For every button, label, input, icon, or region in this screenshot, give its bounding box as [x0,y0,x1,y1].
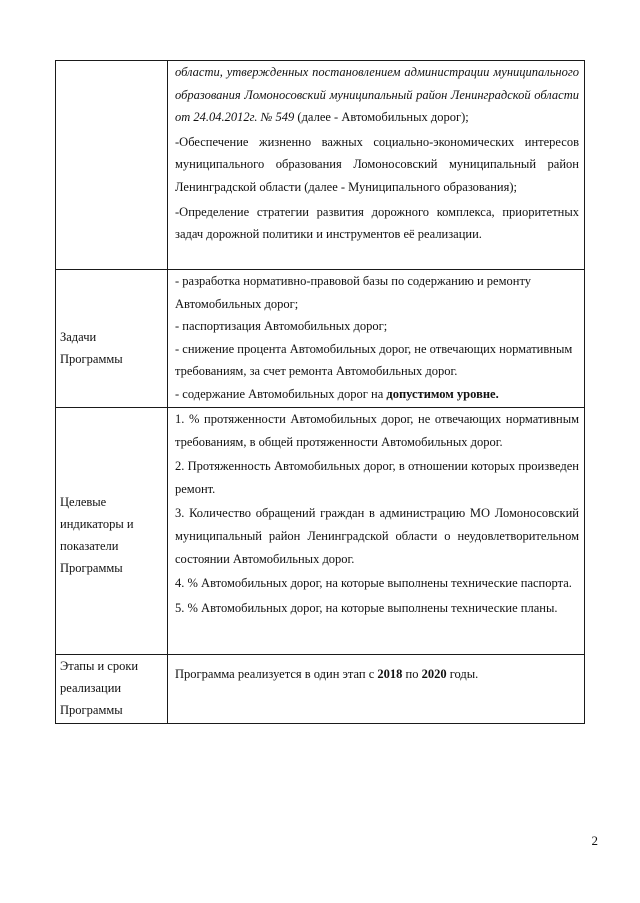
indicator-item-3: 3. Количество обращений граждан в администрацию МО Ломоносовский муниципальный район Ленинградской области о неудовлетворительном состоянии Автомобильных дорог. [175,506,579,566]
row-content-indicators [168,408,585,655]
task-item-4-bold: допустимом уровне. [386,386,499,401]
table-row-goals-continued [56,61,585,270]
row-label-stages [56,655,168,724]
row-label-line: индикаторы и [60,517,134,531]
indicator-item-2: 2. Протяженность Автомобильных дорог, в отношении которых произведен ремонт. [175,459,579,496]
goal-paragraph-2: -Обеспечение жизненно важных социально-экономических интересов муниципального образования Ломоносовский муниципальный район Ленинградской области (далее - Муниципального образования); [175,134,579,194]
row-label-line: Этапы и сроки [60,659,139,673]
table-row-stages [56,655,585,724]
row-label-line: Программы [60,351,123,366]
indicator-item-1: 1. % протяженности Автомобильных дорог, не отвечающих нормативным требованиям, в общей протяженности Автомобильных дорог. [175,412,579,449]
program-passport-table [55,60,585,724]
row-content-tasks [168,270,585,408]
row-content-stages [168,655,585,724]
row-label-line: Целевые [60,495,107,509]
goal-paragraph-1-normal: (далее - Автомобильных дорог); [294,110,469,125]
stages-text [175,663,579,686]
goal-paragraph-3: -Определение стратегии развития дорожного комплекса, приоритетных задач дорожной политики и инструментов её реализации. [175,204,579,242]
row-label-empty [56,61,168,270]
row-label-line: Задачи [60,329,97,344]
indicator-item-5: 5. % Автомобильных дорог, на которые выполнены технические планы. [175,600,558,615]
stages-text-prefix: Программа реализуется в один этап с [175,667,378,681]
row-label-tasks-inner [60,326,163,370]
task-item-2: - паспортизация Автомобильных дорог; [175,319,388,334]
row-label-line: Программы [60,561,123,575]
table-row-indicators [56,408,585,655]
goal-paragraph-1 [175,61,579,129]
task-item-3: - снижение процента Автомобильных дорог, не отвечающих нормативным требованиям, за счет ремонта Автомобильных дорог. [175,341,573,379]
stages-year-start: 2018 [377,667,403,681]
row-label-line: Программы [60,703,123,717]
row-label-line: показатели [60,539,119,553]
row-label-tasks [56,270,168,408]
page-number: 2 [591,833,598,848]
task-item-4 [175,383,579,406]
task-item-4-prefix: - содержание Автомобильных дорог на [175,386,387,401]
indicator-item-4: 4. % Автомобильных дорог, на которые выполнены технические паспорта. [175,576,572,591]
task-item-1: - разработка нормативно-правовой базы по содержанию и ремонту Автомобильных дорог; [175,274,531,311]
row-content-goals [168,61,585,270]
row-label-indicators [56,408,168,655]
stages-text-suffix: годы. [446,667,479,681]
table-row-tasks [56,270,585,408]
stages-year-end: 2020 [421,667,447,681]
row-label-line: реализации [60,681,122,695]
row-label-indicators-inner [60,491,163,579]
stages-text-mid: по [402,667,422,681]
goal-paragraph-1-italic: области, утвержденных постановлением администрации муниципального образования Ломоносовский муниципальный район Ленинградской области от 24.04.2012г. № 549 [175,65,579,125]
